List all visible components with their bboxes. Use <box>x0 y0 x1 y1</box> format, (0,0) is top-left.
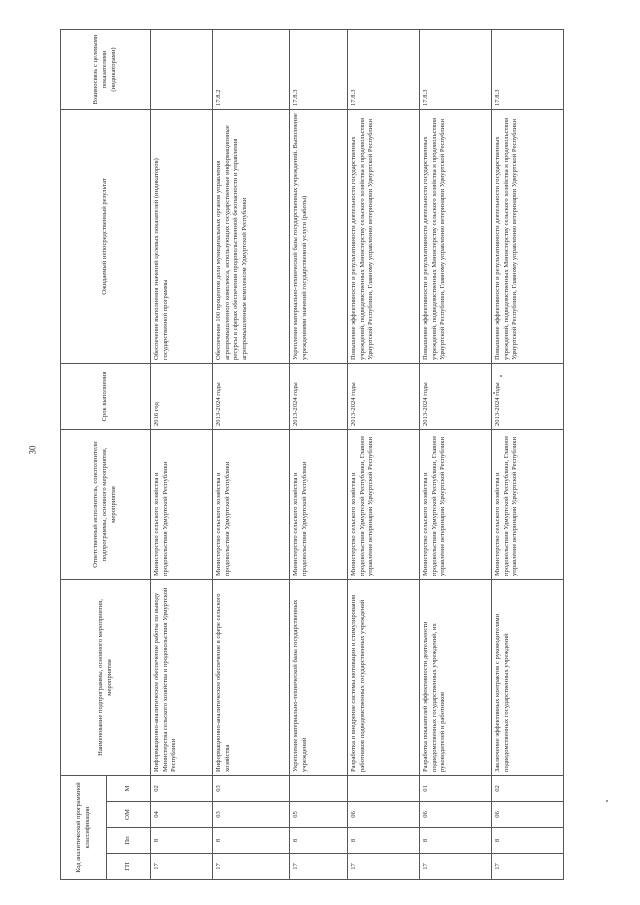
code-gp: 17 <box>213 854 290 880</box>
table-row <box>492 29 564 879</box>
row-term: 2013-2024 годы <box>420 363 492 429</box>
table-row <box>420 29 492 879</box>
row-responsible: Министерство сельского хозяйства и продовольствия Удмуртской Республики, Главное управление ветеринарии Удмуртской Республики <box>492 429 564 579</box>
header-responsible: Ответственный исполнитель, соисполнители подпрограммы, основного мероприятия, мероприятия <box>61 429 151 579</box>
row-indicator: 17.8.3 <box>348 29 420 109</box>
code-gp: 17 <box>290 854 348 880</box>
header-code-gp: ГП <box>107 854 151 880</box>
code-om: 03 <box>213 802 290 828</box>
code-gp: 17 <box>348 854 420 880</box>
code-om: 06 <box>420 802 492 828</box>
code-pp: 8 <box>290 828 348 854</box>
code-pp: 8 <box>151 828 213 854</box>
rotated-table-wrapper <box>60 30 630 880</box>
table-row <box>213 29 290 879</box>
header-code-group: Код аналитической программной классификации <box>61 775 107 879</box>
row-responsible: Министерство сельского хозяйства и продовольствия Удмуртской Республики, Главное управление ветеринарии Удмуртской Республики <box>348 429 420 579</box>
row-indicator <box>151 29 213 109</box>
code-gp: 17 <box>151 854 213 880</box>
row-result: Повышение эффективности и результативности деятельности государственных учреждений, подведомственных Министерству сельского хозяйства и продовольствия Удмуртской Республики, Главному управлению ветеринарии Удмуртской Республики <box>492 109 564 363</box>
header-code-om: ОМ <box>107 802 151 828</box>
program-table <box>60 29 564 880</box>
row-responsible: Министерство сельского хозяйства и продовольствия Удмуртской Республики <box>151 429 213 579</box>
code-pp: 8 <box>420 828 492 854</box>
header-name: Наименование подпрограммы, основного мероприятия, мероприятия <box>61 579 151 775</box>
header-code-pp: Пп <box>107 828 151 854</box>
row-indicator: 17.8.2 <box>213 29 290 109</box>
row-responsible: Министерство сельского хозяйства и продовольствия Удмуртской Республики <box>290 429 348 579</box>
code-gp: 17 <box>420 854 492 880</box>
table-row <box>151 29 213 879</box>
row-result: Повышение эффективности и результативности деятельности государственных учреждений, подведомственных Министерству сельского хозяйства и продовольствия Удмуртской Республики, Главному управлению ветеринарии Удмуртской Республики <box>420 109 492 363</box>
code-m <box>290 775 348 801</box>
row-result: Обеспечение 100 процентов доли муниципальных органов управления агропромышленного комплекса, использующих государственные информационные ресурсы в сферах обеспечения продовольственной безопасности и управления агропромышленным комплексом Удмуртской Республики <box>213 109 290 363</box>
row-term: 2016 год <box>151 363 213 429</box>
row-result: Обеспечение выполнения значений целевых показателей (индикаторов) государственной программы <box>151 109 213 363</box>
row-name: Укрепление материально-технической базы государственных учреждений <box>290 579 348 775</box>
row-term: 2013-2024 годы <box>492 363 564 429</box>
header-code-m: М <box>107 775 151 801</box>
row-indicator: 17.8.3 <box>492 29 564 109</box>
code-m: 02 <box>492 775 564 801</box>
row-responsible: Министерство сельского хозяйства и продовольствия Удмуртской Республики, Главное управление ветеринарии Удмуртской Республики <box>420 429 492 579</box>
code-m: 01 <box>420 775 492 801</box>
code-om: 06 <box>492 802 564 828</box>
row-result: Повышение эффективности и результативности деятельности государственных учреждений, подведомственных Министерству сельского хозяйства и продовольствия Удмуртской Республики, Главному управлению ветеринарии Удмуртской Республики <box>348 109 420 363</box>
code-om: 05 <box>290 802 348 828</box>
row-name: Информационно-аналитическое обеспечение работы по выводу Министерства сельского хозяйства и продовольствия Удмуртской Республики <box>151 579 213 775</box>
code-pp: 8 <box>348 828 420 854</box>
row-term: 2013-2024 годы <box>290 363 348 429</box>
code-pp: 8 <box>492 828 564 854</box>
code-om: 04 <box>151 802 213 828</box>
table-row <box>290 29 348 879</box>
row-name: Информационно-аналитическое обеспечение в сфере сельского хозяйства <box>213 579 290 775</box>
table-row <box>348 29 420 879</box>
code-m: 02 <box>151 775 213 801</box>
code-pp: 8 <box>213 828 290 854</box>
row-term: 2013-2024 годы <box>213 363 290 429</box>
row-responsible: Министерство сельского хозяйства и продовольствия Удмуртской Республики <box>213 429 290 579</box>
code-om: 06 <box>348 802 420 828</box>
row-name: Разработка и внедрение системы мотивации и стимулирования работников подведомственных государственных учреждений <box>348 579 420 775</box>
header-term: Срок выполнения <box>61 363 151 429</box>
header-indicator: Взаимосвязь с целевыми показателями (индикаторами) <box>61 29 151 109</box>
page-number: 30 <box>27 445 38 455</box>
code-m <box>348 775 420 801</box>
row-name: Заключение эффективных контрактов с руководителями подведомственных государственных учреждений <box>492 579 564 775</box>
code-m: 03 <box>213 775 290 801</box>
row-result: Укрепление материально-технической базы государственных учреждений. Выполнение учреждениями значений государственной услуги (работы) <box>290 109 348 363</box>
row-indicator: 17.8.3 <box>420 29 492 109</box>
row-indicator: 17.8.3 <box>290 29 348 109</box>
row-term: 2013-2024 годы <box>348 363 420 429</box>
header-result: Ожидаемый непосредственный результат <box>61 109 151 363</box>
code-gp: 17 <box>492 854 564 880</box>
row-name: Разработка показателей эффективности деятельности подведомственных государственных учреждений, их руководителей и работников <box>420 579 492 775</box>
